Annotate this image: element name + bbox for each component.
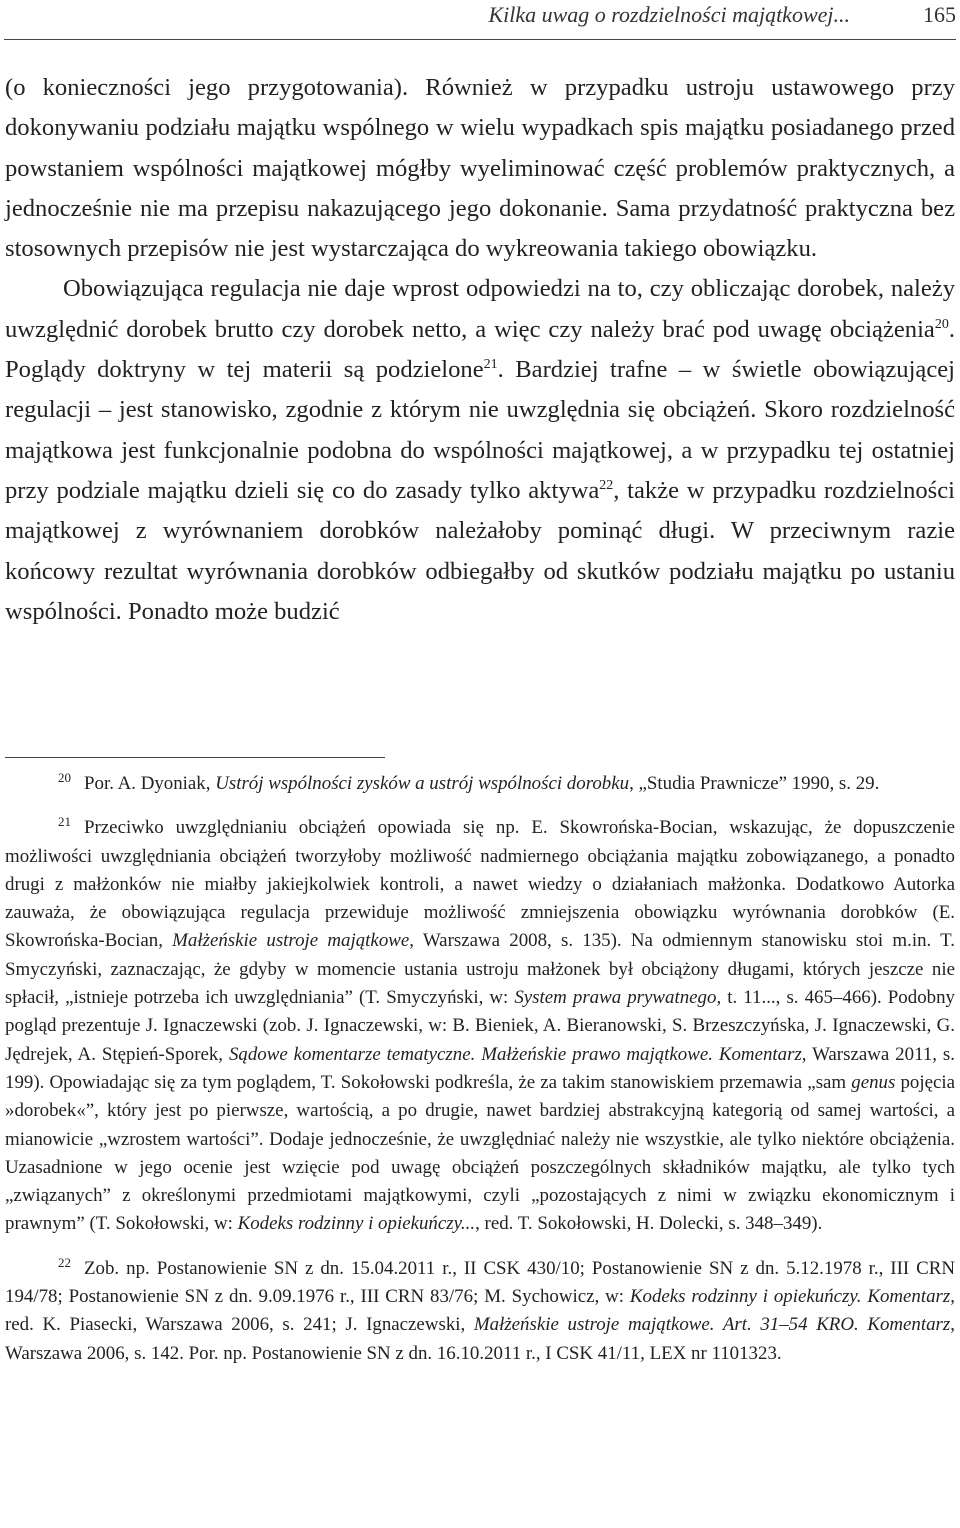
paragraph — [5, 269, 955, 632]
footnote-separator — [5, 757, 385, 758]
footnote-ref-20[interactable]: 20 — [934, 316, 949, 332]
footnote-text: Przeciwko uwzględnianiu obciążeń opowiada się np. E. Skowrońska-Bocian, wskazując, że dopuszczenie możliwości uwzględniania obciążeń tworzyłoby możliwość nadmiernego obciążania majątku zobowiązanego, a ponadto drugi z małżonków nie miałby jakiejkolwiek kontroli, a nawet wiedzy o działaniach małżonka. Dodatkowo Autorka zauważa, że obowiązująca regulacja przewiduje możliwość zmniejszenia obowiązku wyrównania dorobków (E. Skowrońska-Bocian, — [5, 817, 955, 952]
footnote-text: pojęcia »dorobek«”, który jest po pierwsze, wartością, a po drugie, nawet bardziej abstrakcyjną kategorią od samej wartości, a mianowicie „wzrostem wartości”. Dodaje jednocześnie, że uwzględniać należy nie wszystkie, ale tylko niektóre obciążenia. Uzasadnione w jego ocenie jest wzięcie pod uwagę obciążeń poszczególnych składników majątku, ale tylko tych „związanych” z określonymi przedmiotami majątkowymi, czyli „pozostających z nimi w związku ekonomicznym i prawnym” (T. Sokołowski, w: — [5, 1071, 955, 1235]
footnote-text: , Warszawa 2008, s. 135). Na odmiennym stanowisku stoi m.in. T. Smyczyński, zaznaczając, że gdyby w momencie ustania ustroju małżonek był obciążony długami, których jeszcze nie spłacił, „istnieje potrzeba ich uwzględniania” (T. Smyczyński, w: — [5, 930, 955, 1009]
paragraph-text: . Bardziej trafne – w świetle obowiązującej regulacji – jest stanowisko, zgodnie z którym nie uwzględnia się obciążeń. Skoro rozdzielność majątkowa jest funkcjonalnie podobna do wspólności majątkowej, a w przypadku tej ostatniej przy podziale majątku dzieli się co do zasady tylko aktywa — [5, 356, 955, 504]
footnote-term: genus — [851, 1071, 896, 1093]
footnote-text: , red. K. Piasecki, Warszawa 2006, s. 241; J. Ignaczewski, — [5, 1286, 955, 1336]
running-title: Kilka uwag o rozdzielności majątkowej... — [488, 2, 850, 27]
paragraph-continued — [5, 68, 955, 269]
footnote-number: 22 — [58, 1254, 71, 1270]
footnote-title: Małżeńskie ustroje majątkowe. Art. 31–54 KRO. Komentarz — [473, 1314, 951, 1336]
footnote-text: Zob. np. Postanowienie SN z dn. 15.04.2011 r., II CSK 430/10; Postanowienie SN z dn. 5.12.1978 r., III CRN 194/78; Postanowienie SN z dn. 9.09.1976 r., III CRN 83/76; M. Sychowicz, w: — [5, 1257, 955, 1308]
footnote-title: Kodeks rodzinny i opiekuńczy... — [237, 1213, 476, 1235]
footnote-ref-21[interactable]: 21 — [483, 357, 498, 373]
footnotes — [5, 770, 955, 1368]
footnote-22 — [5, 1255, 955, 1368]
footnote-text: , red. T. Sokołowski, H. Dolecki, s. 348–349). — [475, 1213, 823, 1235]
footnote-title: Małżeńskie ustroje majątkowe — [172, 930, 410, 952]
main-text — [5, 68, 955, 632]
footnote-ref-22[interactable]: 22 — [599, 477, 614, 493]
footnote-number: 20 — [58, 770, 71, 785]
footnote-title: Sądowe komentarze tematyczne. Małżeńskie prawo majątkowe. Komentarz — [228, 1043, 802, 1065]
page-number: 165 — [923, 2, 956, 27]
footnote-text: , Warszawa 2006, s. 142. Por. np. Postanowienie SN z dn. 16.10.2011 r., I CSK 41/11, LEX nr 1101323. — [5, 1314, 955, 1364]
header-rule — [4, 39, 956, 40]
footnote-text: , t. 11..., s. 465–466). Podobny pogląd prezentuje J. Ignaczewski (zob. J. Ignaczewski, w: B. Bieniek, A. Bieranowski, S. Brzeszczyńska, J. Ignaczewski, G. Jędrejek, A. Stępień-Sporek, — [5, 987, 955, 1065]
paragraph-text: Obowiązująca regulacja nie daje wprost odpowiedzi na to, czy obliczając dorobek, należy uwzględnić dorobek brutto czy dorobek netto, a więc czy należy brać pod uwagę obciążenia — [5, 275, 955, 343]
footnote-text: Por. A. Dyoniak, — [84, 773, 216, 794]
footnote-text: , Warszawa 2011, s. 199). Opowiadając się za tym poglądem, T. Sokołowski podkreśla, że za takim stanowiskiem przemawia „sam — [5, 1043, 955, 1093]
paragraph-text: . Poglądy doktryny w tej materii są podzielone — [5, 315, 955, 384]
footnote-21 — [5, 814, 955, 1238]
footnote-title: Ustrój wspólności zysków a ustrój wspólności dorobku — [215, 773, 630, 794]
footnote-text: , „Studia Prawnicze” 1990, s. 29. — [629, 773, 880, 794]
paragraph-text: (o konieczności jego przygotowania). Również w przypadku ustroju ustawowego przy dokonywaniu podziału majątku wspólnego w wielu wypadkach spis majątku posiadanego przed powstaniem wspólności majątkowej mógłby wyeliminować część problemów praktycznych, a jednocześnie nie ma przepisu nakazującego jego dokonanie. Sama przydatność praktyczna bez stosownych przepisów nie jest wystarczająca do wykreowania takiego obowiązku. — [5, 74, 955, 263]
page-header — [0, 0, 960, 40]
footnote-number: 21 — [58, 814, 71, 830]
footnote-title: System prawa prywatnego — [514, 987, 717, 1009]
paragraph-text: , także w przypadku rozdzielności majątkowej z wyrównaniem dorobków należałoby pominąć długi. W przeciwnym razie końcowy rezultat wyrównania dorobków odbiegałby od skutków podziału majątku po ustaniu wspólności. Ponadto może budzić — [5, 476, 955, 625]
footnote-title: Kodeks rodzinny i opiekuńczy. Komentarz — [629, 1286, 951, 1308]
footnote-20 — [5, 770, 955, 798]
